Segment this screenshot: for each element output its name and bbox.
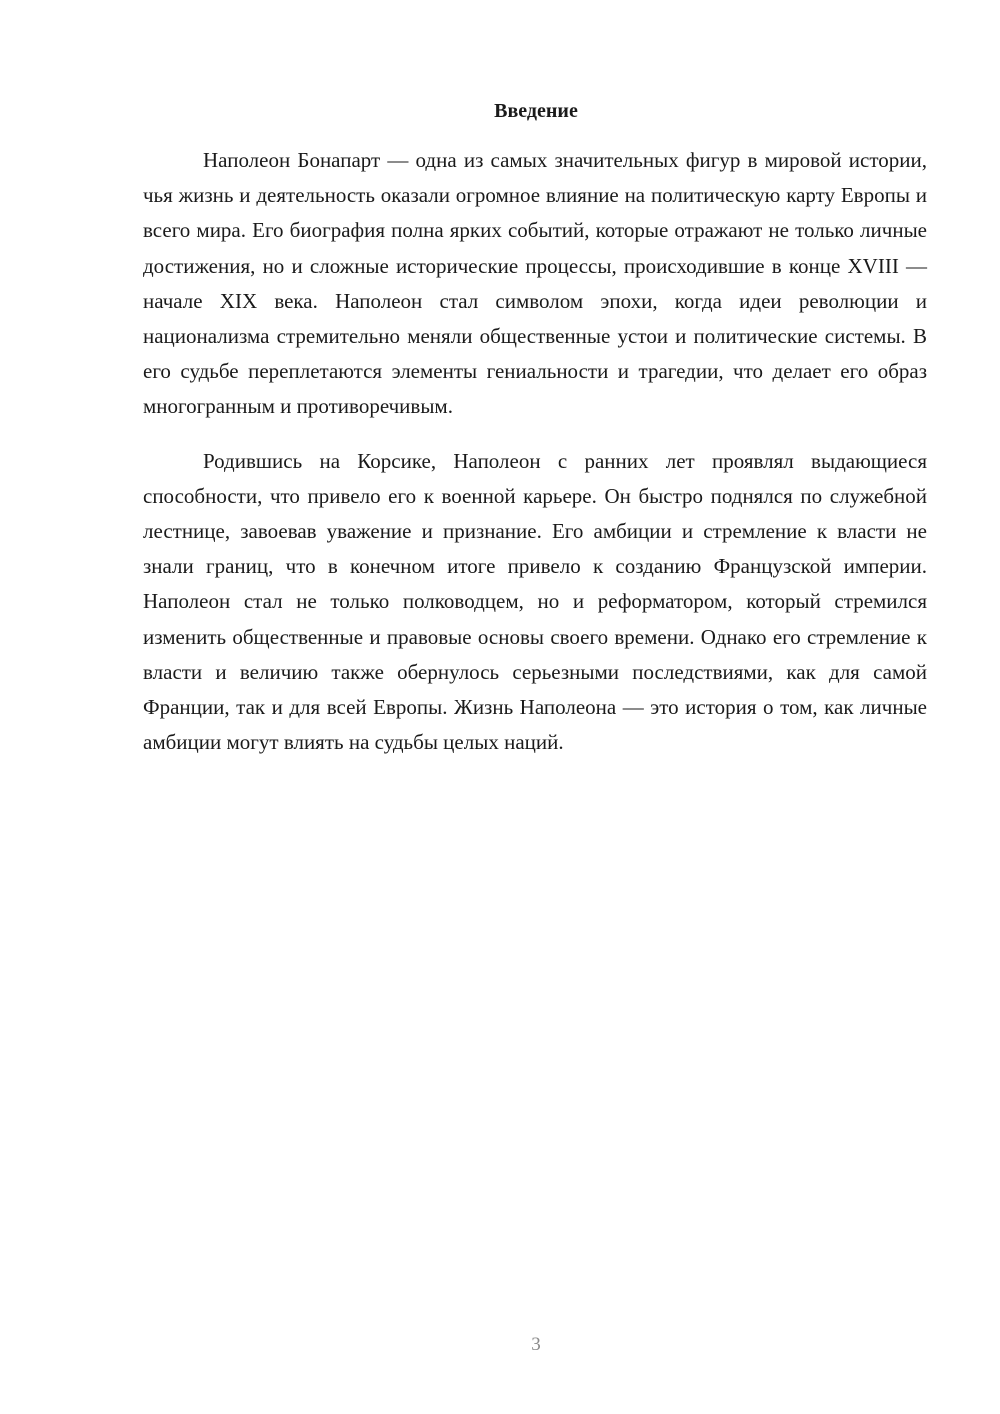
paragraph-2: Родившись на Корсике, Наполеон с ранних лет проявлял выдающиеся способности, что привело его к военной карьере. Он быстро поднялся по служебной лестнице, завоевав уважение и признание. Его амбиции и стремление к власти не знали границ, что в конечном итоге привело к созданию Французской империи. Наполеон стал не только полководцем, но и реформатором, который стремился изменить общественные и правовые основы своего времени. Однако его стремление к власти и величию также обернулось серьезными последствиями, как для самой Франции, так и для всей Европы. Жизнь Наполеона — это история о том, как личные амбиции могут влиять на судьбы целых наций. (143, 448, 927, 755)
section-heading: Введение (494, 100, 578, 122)
page-number: 3 (531, 1334, 541, 1355)
paragraph-1: Наполеон Бонапарт — одна из самых значительных фигур в мировой истории, чья жизнь и деятельность оказали огромное влияние на политическую карту Европы и всего мира. Его биография полна ярких событий, которые отражают не только личные достижения, но и сложные исторические процессы, происходившие в конце XVIII — начале XIX века. Наполеон стал символом эпохи, когда идеи революции и национализма стремительно меняли общественные устои и политические системы. В его судьбе переплетаются элементы гениальности и трагедии, что делает его образ многогранным и противоречивым. (143, 148, 927, 419)
body-text (143, 143, 927, 760)
